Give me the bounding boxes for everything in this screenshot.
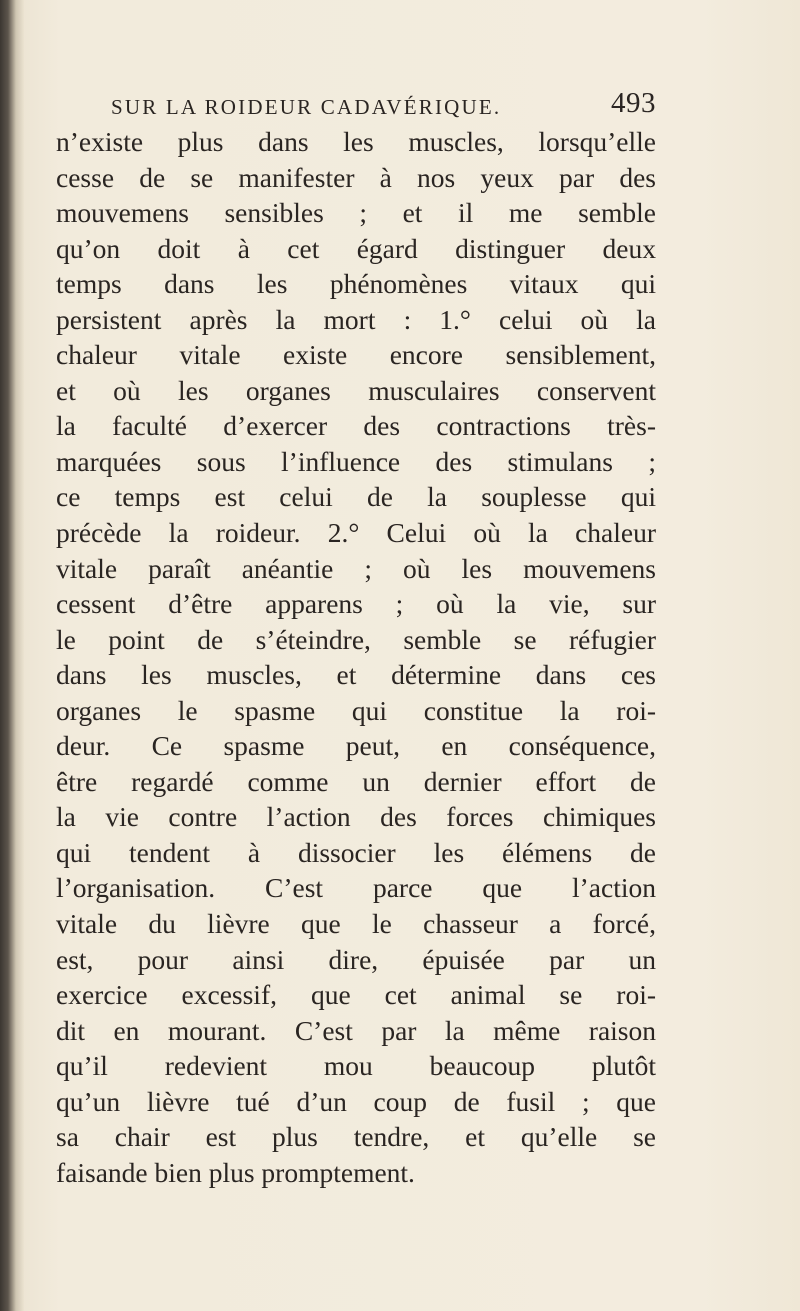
text-line: dit en mourant. C’est par la même raison xyxy=(56,1014,656,1046)
text-line: persistent après la mort : 1.° celui où la xyxy=(56,303,656,335)
text-line: est, pour ainsi dire, épuisée par un xyxy=(56,943,656,975)
page-number: 493 xyxy=(611,87,656,119)
text-line: chaleur vitale existe encore sensiblement, xyxy=(56,339,656,371)
running-title: SUR LA ROIDEUR CADAVÉRIQUE. xyxy=(111,95,502,119)
text-line: deur. Ce spasme peut, en conséquence, xyxy=(56,730,656,762)
text-line: mouvemens sensibles ; et il me semble xyxy=(56,197,656,229)
text-line: cesse de se manifester à nos yeux par des xyxy=(56,161,656,193)
text-line: l’organisation. C’est parce que l’action xyxy=(56,872,656,904)
text-line: organes le spasme qui constitue la roi- xyxy=(56,694,656,726)
text-line: ce temps est celui de la souplesse qui xyxy=(56,481,656,513)
text-line: la faculté d’exercer des contractions très- xyxy=(56,410,656,442)
text-line: et où les organes musculaires conservent xyxy=(56,374,656,406)
text-line: qu’il redevient mou beaucoup plutôt xyxy=(56,1050,656,1082)
text-line: la vie contre l’action des forces chimiques xyxy=(56,801,656,833)
book-gutter xyxy=(0,0,24,1311)
text-line: précède la roideur. 2.° Celui où la chaleur xyxy=(56,517,656,549)
text-line: vitale paraît anéantie ; où les mouvemens xyxy=(56,552,656,584)
text-line: n’existe plus dans les muscles, lorsqu’elle xyxy=(56,126,656,157)
text-line: le point de s’éteindre, semble se réfugier xyxy=(56,623,656,655)
text-line: qu’un lièvre tué d’un coup de fusil ; que xyxy=(56,1085,656,1117)
running-header xyxy=(111,82,656,120)
text-line: marquées sous l’influence des stimulans ; xyxy=(56,445,656,477)
text-line: exercice excessif, que cet animal se roi- xyxy=(56,979,656,1011)
text-line: qu’on doit à cet égard distinguer deux xyxy=(56,232,656,264)
text-line: cessent d’être apparens ; où la vie, sur xyxy=(56,588,656,620)
text-line: qui tendent à dissocier les élémens de xyxy=(56,836,656,868)
text-line: être regardé comme un dernier effort de xyxy=(56,765,656,797)
body-text xyxy=(56,124,656,1190)
text-line: temps dans les phénomènes vitaux qui xyxy=(56,268,656,300)
text-line: vitale du lièvre que le chasseur a forcé, xyxy=(56,908,656,940)
text-line: dans les muscles, et détermine dans ces xyxy=(56,659,656,691)
text-line-last: faisande bien plus promptement. xyxy=(56,1156,415,1188)
text-line: sa chair est plus tendre, et qu’elle se xyxy=(56,1121,656,1153)
